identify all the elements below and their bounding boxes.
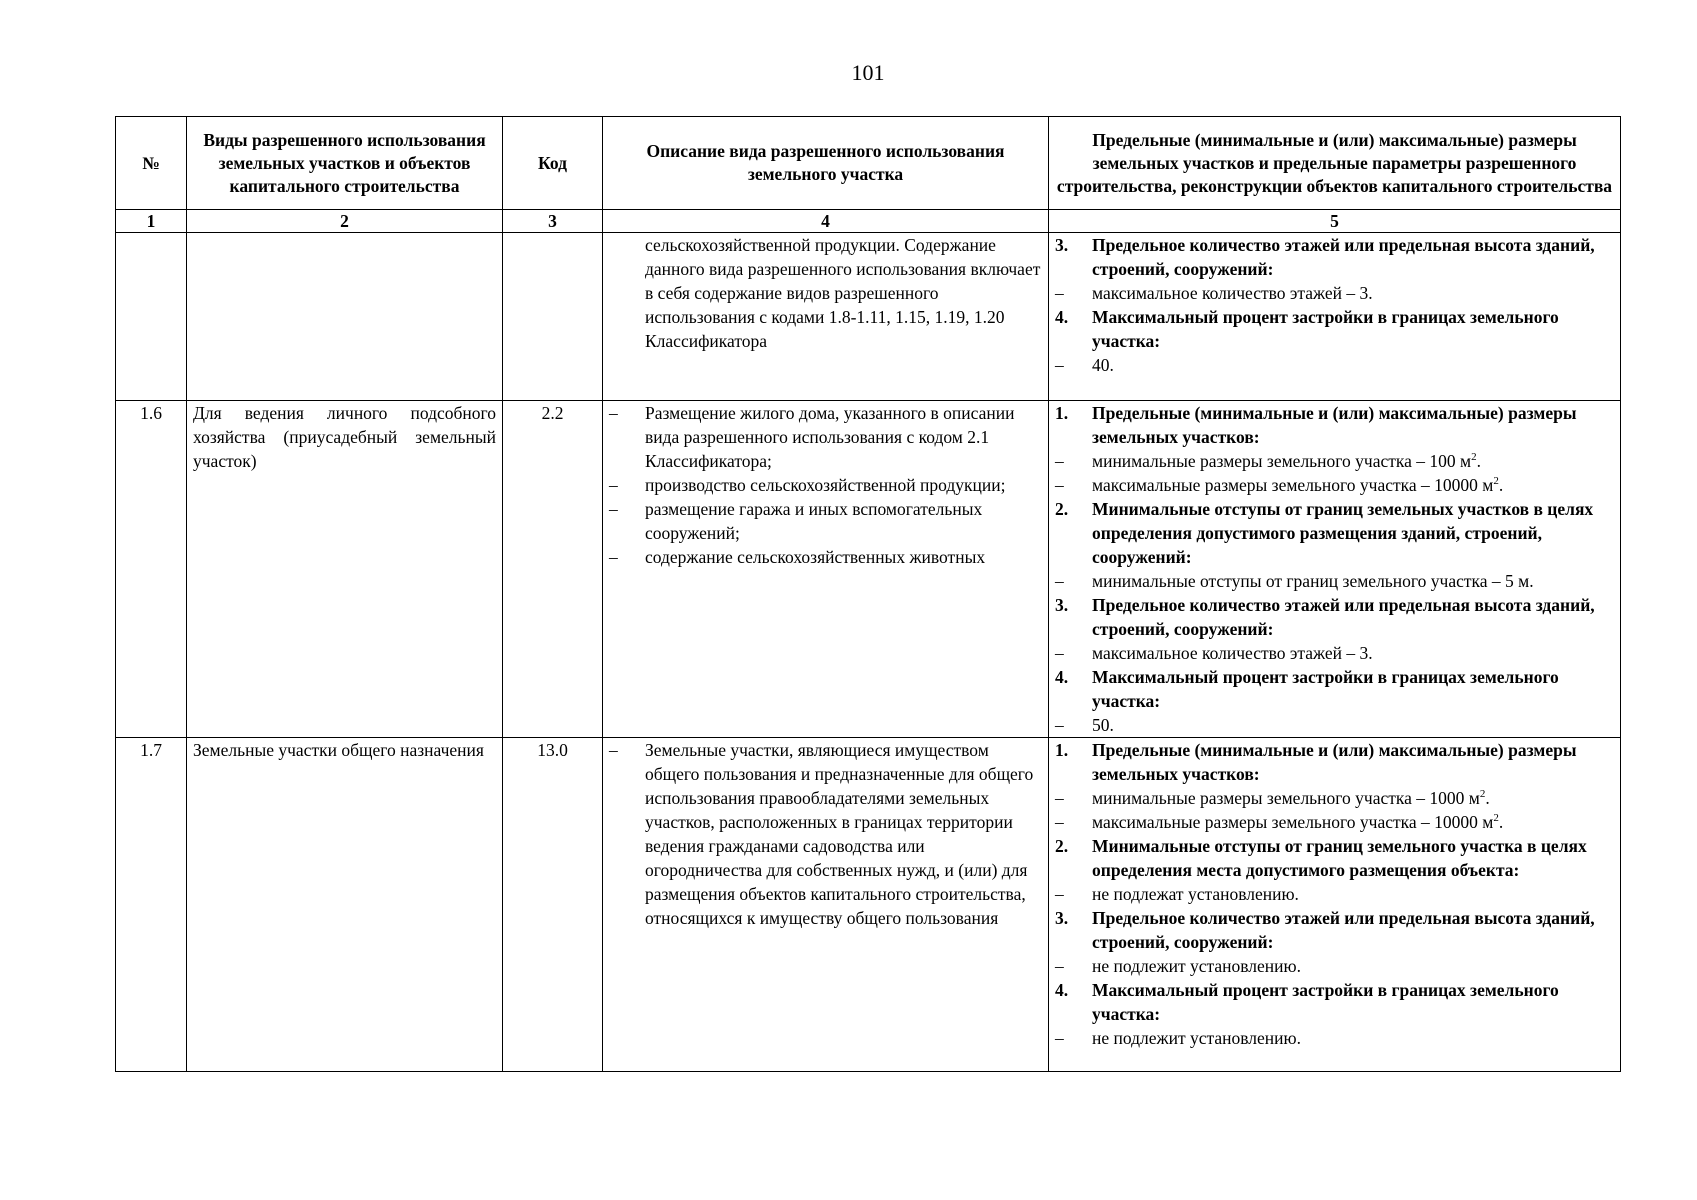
row-parameters (1049, 738, 1621, 1072)
header-number: № (116, 117, 187, 210)
parameter-text-main: Минимальные отступы от границ земельного участка в целях определения места допустимого размещения объекта: (1092, 836, 1587, 880)
column-number: 3 (503, 210, 603, 233)
list-marker: – (1055, 643, 1064, 663)
parameter-text (1092, 786, 1614, 810)
parameter-text-main: не подлежат установлению. (1092, 884, 1299, 904)
description-item (609, 233, 1042, 353)
column-numbers-row (116, 210, 1621, 233)
parameter-value (1055, 786, 1614, 810)
parameter-text-main: Предельное количество этажей или предельная высота зданий, строений, сооружений: (1092, 235, 1595, 279)
list-marker: 2. (1055, 836, 1069, 856)
parameter-text (1092, 713, 1614, 737)
parameter-heading (1055, 593, 1614, 641)
parameter-text-main: Предельное количество этажей или предельная высота зданий, строений, сооружений: (1092, 908, 1595, 952)
list-marker: – (1055, 1028, 1064, 1048)
parameter-text (1092, 449, 1614, 473)
parameter-value (1055, 473, 1614, 497)
header-code: Код (503, 117, 603, 210)
row-use-type (187, 233, 503, 401)
parameter-text (1092, 569, 1614, 593)
parameter-value (1055, 882, 1614, 906)
parameter-heading (1055, 401, 1614, 449)
description-text: Земельные участки, являющиеся имуществом общего пользования и предназначенные для общего использования правообладателями земельных участков, расположенных в границах территории ведения гражданами садоводства или огородничества для собственных нужд, и (или) для размещения объектов капитального строительства, относящихся к имуществу общего пользования (645, 740, 1034, 928)
parameter-value (1055, 1026, 1614, 1050)
parameter-text (1092, 401, 1614, 449)
row-number: 1.7 (116, 738, 187, 1072)
list-marker: 2. (1055, 499, 1069, 519)
column-number: 4 (603, 210, 1049, 233)
list-marker: 3. (1055, 595, 1069, 615)
parameter-heading (1055, 305, 1614, 353)
row-number (116, 233, 187, 401)
parameter-text-main: 40. (1092, 355, 1114, 375)
parameter-heading (1055, 665, 1614, 713)
list-marker: – (1055, 451, 1064, 471)
parameter-text (1092, 810, 1614, 834)
parameter-text (1092, 281, 1614, 305)
description-text: производство сельскохозяйственной продукции; (645, 475, 1006, 495)
parameter-text (1092, 954, 1614, 978)
description-item (609, 473, 1042, 497)
parameter-heading (1055, 906, 1614, 954)
unit-superscript: 2 (1479, 788, 1486, 801)
description-item (609, 497, 1042, 545)
parameter-text (1092, 641, 1614, 665)
description-text: размещение гаража и иных вспомогательных сооружений; (645, 499, 983, 543)
row-parameters (1049, 401, 1621, 738)
parameter-value (1055, 713, 1614, 737)
header-parameters: Предельные (минимальные и (или) максимальные) размеры земельных участков и предельные параметры разрешенного строительства, реконструкции объектов капитального строительства (1049, 117, 1621, 210)
parameter-text-suffix: . (1498, 812, 1504, 832)
list-marker: – (1055, 355, 1064, 375)
row-use-type: Для ведения личного подсобного хозяйства (приусадебный земельный участок) (187, 401, 503, 738)
list-marker: – (609, 740, 618, 760)
description-item (609, 738, 1042, 930)
table-header-row (116, 117, 1621, 210)
column-number: 2 (187, 210, 503, 233)
unit-superscript: 2 (1493, 475, 1499, 488)
parameter-text (1092, 473, 1614, 497)
parameter-heading (1055, 497, 1614, 569)
parameter-text (1092, 882, 1614, 906)
list-marker: – (609, 475, 618, 495)
parameter-text (1092, 1026, 1614, 1050)
list-marker: – (1055, 283, 1064, 303)
list-marker: 1. (1055, 740, 1069, 760)
list-marker: – (1055, 812, 1064, 832)
description-item (609, 545, 1042, 569)
column-number: 1 (116, 210, 187, 233)
parameter-text (1092, 665, 1614, 713)
parameter-text-main: 50. (1092, 715, 1114, 735)
header-use-type: Виды разрешенного использования земельных участков и объектов капитального строительства (187, 117, 503, 210)
list-marker: – (609, 403, 618, 423)
parameter-value (1055, 810, 1614, 834)
table-row (116, 738, 1621, 1072)
parameter-text-main: Предельное количество этажей или предельная высота зданий, строений, сооружений: (1092, 595, 1595, 639)
description-text: содержание сельскохозяйственных животных (645, 547, 986, 567)
parameter-text-main: Максимальный процент застройки в границах земельного участка: (1092, 307, 1559, 351)
parameter-text (1092, 233, 1614, 281)
row-code: 13.0 (503, 738, 603, 1072)
parameter-text-main: Предельные (минимальные и (или) максимальные) размеры земельных участков: (1092, 740, 1577, 784)
parameter-text-main: Максимальный процент застройки в границах земельного участка: (1092, 980, 1559, 1024)
parameter-value (1055, 569, 1614, 593)
list-marker: 4. (1055, 307, 1069, 327)
parameter-heading (1055, 978, 1614, 1026)
parameter-text (1092, 906, 1614, 954)
row-use-type: Земельные участки общего назначения (187, 738, 503, 1072)
parameter-text-main: минимальные отступы от границ земельного участка – 5 м. (1092, 571, 1534, 591)
row-number: 1.6 (116, 401, 187, 738)
parameter-value (1055, 353, 1614, 377)
table-row (116, 401, 1621, 738)
parameter-value (1055, 641, 1614, 665)
list-marker: – (1055, 475, 1064, 495)
list-marker: – (1055, 956, 1064, 976)
parameter-text-main: максимальные размеры земельного участка – 10000 м (1092, 475, 1494, 495)
table-row (116, 233, 1621, 401)
parameter-text (1092, 305, 1614, 353)
parameter-text-main: не подлежит установлению. (1092, 1028, 1301, 1048)
list-marker: 3. (1055, 908, 1069, 928)
parameter-text-suffix: . (1498, 475, 1504, 495)
list-marker (609, 233, 645, 353)
parameter-text-main: Предельные (минимальные и (или) максимальные) размеры земельных участков: (1092, 403, 1577, 447)
parameter-text (1092, 497, 1614, 569)
list-marker: – (1055, 884, 1064, 904)
parameter-text (1092, 593, 1614, 641)
parameter-text-main: максимальное количество этажей – 3. (1092, 283, 1373, 303)
unit-superscript: 2 (1471, 451, 1477, 464)
parameter-text-main: минимальные размеры земельного участка – 100 м (1092, 451, 1472, 471)
parameter-text-main: максимальные размеры земельного участка – 10000 м (1092, 812, 1494, 832)
parameter-heading (1055, 738, 1614, 786)
parameter-heading (1055, 834, 1614, 882)
parameter-value (1055, 954, 1614, 978)
list-marker: – (1055, 788, 1064, 808)
unit-superscript: 2 (1493, 812, 1499, 825)
column-number: 5 (1049, 210, 1621, 233)
parameter-text-suffix: . (1476, 451, 1481, 471)
parameter-text-main: не подлежит установлению. (1092, 956, 1301, 976)
parameter-text (1092, 738, 1614, 786)
list-marker: – (1055, 715, 1064, 735)
row-description (603, 401, 1049, 738)
page-number: 101 (851, 60, 885, 85)
parameter-text (1092, 353, 1614, 377)
land-use-table (115, 116, 1621, 1072)
row-code: 2.2 (503, 401, 603, 738)
list-marker: – (1055, 571, 1064, 591)
row-parameters (1049, 233, 1621, 401)
list-marker: 3. (1055, 235, 1069, 255)
description-text: сельскохозяйственной продукции. Содержание данного вида разрешенного использования включает в себя содержание видов разрешенного использования с кодами 1.8-1.11, 1.15, 1.19, 1.20 Классификатора (645, 235, 1041, 351)
parameter-text-main: Максимальный процент застройки в границах земельного участка: (1092, 667, 1559, 711)
list-marker: 1. (1055, 403, 1069, 423)
parameter-text-main: максимальное количество этажей – 3. (1092, 643, 1373, 663)
list-marker: 4. (1055, 667, 1069, 687)
parameter-text (1092, 978, 1614, 1026)
description-item (609, 401, 1042, 473)
parameter-text (1092, 834, 1614, 882)
row-description (603, 738, 1049, 1072)
parameter-value (1055, 281, 1614, 305)
parameter-value (1055, 449, 1614, 473)
list-marker: 4. (1055, 980, 1069, 1000)
list-marker: – (609, 547, 618, 567)
parameter-text-suffix: . (1485, 788, 1490, 808)
header-description: Описание вида разрешенного использования земельного участка (603, 117, 1049, 210)
description-text: Размещение жилого дома, указанного в описании вида разрешенного использования с кодом 2.1 Классификатора; (645, 403, 1015, 471)
parameter-heading (1055, 233, 1614, 281)
parameter-text-main: Минимальные отступы от границ земельных участков в целях определения допустимого размещения зданий, строений, сооружений: (1092, 499, 1594, 567)
row-code (503, 233, 603, 401)
parameter-text-main: минимальные размеры земельного участка – 1000 м (1092, 788, 1480, 808)
list-marker: – (609, 499, 618, 519)
row-description (603, 233, 1049, 401)
